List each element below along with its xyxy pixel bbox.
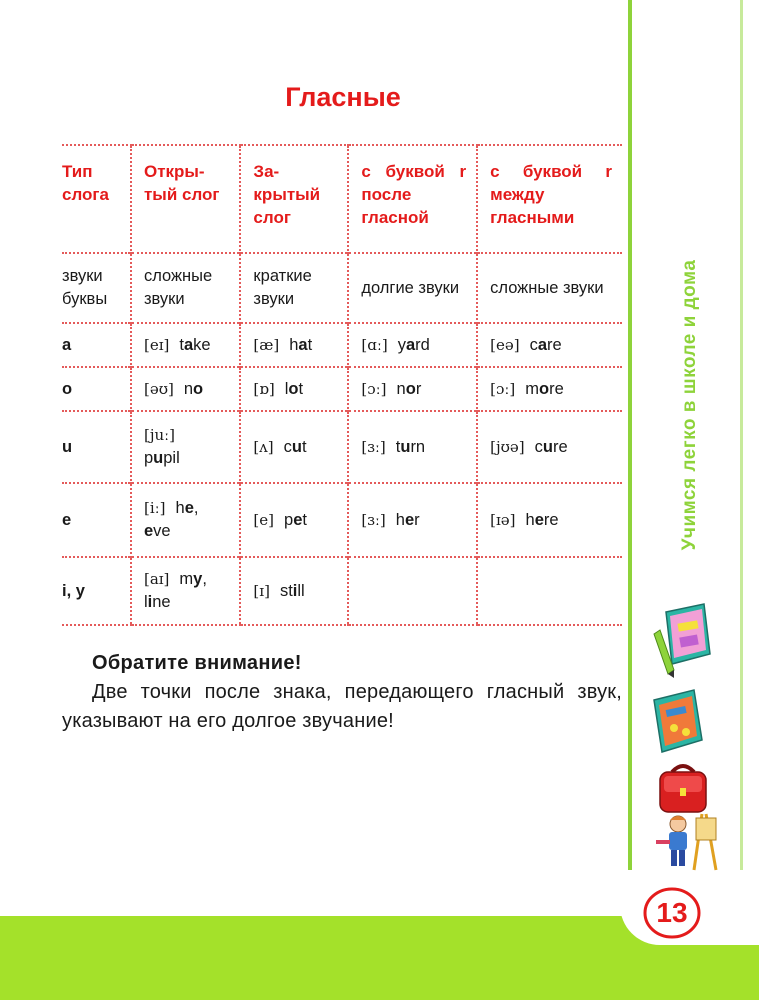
ipa-transcription: [iː] — [143, 499, 166, 517]
word-part: p — [284, 510, 294, 529]
table-header: с буквой r после гласной — [348, 145, 477, 253]
note-text: Две точки после знака, передающего гласный звук, указывают на его долгое звучание! — [62, 681, 622, 732]
side-title: Учимся легко в школе и дома — [679, 259, 700, 551]
word-letter: i — [292, 581, 298, 600]
table-cell — [477, 411, 622, 483]
table-cell — [348, 367, 477, 411]
word-part: st — [279, 581, 293, 600]
word-letter: y — [193, 570, 203, 588]
table-cell — [131, 483, 240, 557]
word-letter: a — [405, 335, 416, 354]
vowels-table — [62, 144, 622, 626]
word-part: t — [395, 437, 401, 456]
table-row — [62, 483, 622, 557]
table-cell: краткие звуки — [240, 253, 348, 323]
word-letter: o — [193, 379, 204, 398]
table-cell — [477, 557, 622, 625]
word-part: rd — [415, 335, 430, 354]
table-cell — [240, 557, 348, 625]
word-part: t — [179, 335, 184, 354]
ipa-transcription: [eɪ] — [143, 335, 170, 354]
word-letter: u — [291, 437, 302, 456]
word-part: c — [534, 437, 543, 456]
ipa-transcription: [æ] — [253, 335, 280, 354]
table-header: Тип слога — [62, 145, 131, 253]
ipa-transcription: [aɪ] — [143, 570, 170, 588]
ipa-transcription: [əʊ] — [143, 379, 174, 398]
ipa-transcription: [jʊə] — [490, 437, 525, 456]
table-cell: звуки буквы — [62, 253, 131, 323]
table-cell-letter: i, y — [62, 557, 131, 625]
boy-at-easel-icon — [654, 808, 722, 874]
word-part: t — [307, 335, 313, 354]
word-part: ne — [152, 593, 171, 611]
word-letter: e — [143, 522, 154, 540]
word-part: h — [395, 510, 405, 529]
word-part: re — [543, 510, 559, 529]
table-header-row — [62, 145, 622, 253]
fairy-tale-book-icon — [650, 688, 706, 754]
word-part: r — [415, 379, 422, 398]
page-number: 13 — [641, 884, 703, 942]
table-cell — [131, 411, 240, 483]
table-cell — [240, 411, 348, 483]
table-cell — [477, 323, 622, 367]
ipa-transcription: [ɒ] — [253, 379, 275, 398]
table-cell: сложные звуки — [131, 253, 240, 323]
ipa-transcription: [juː] — [143, 426, 176, 444]
table-cell — [240, 323, 348, 367]
word-letter: i — [147, 593, 153, 611]
table-cell — [348, 483, 477, 557]
word-part: n — [183, 379, 194, 398]
word-part: l — [143, 593, 148, 611]
word-part: r — [414, 510, 420, 529]
side-border — [628, 0, 632, 930]
table-cell — [131, 367, 240, 411]
table-cell — [477, 483, 622, 557]
table-subheader-row — [62, 253, 622, 323]
word-letter: a — [537, 335, 548, 354]
table-cell-letter: o — [62, 367, 131, 411]
word-part: ke — [193, 335, 211, 354]
table-cell — [240, 483, 348, 557]
ipa-transcription: [e] — [253, 510, 275, 529]
word-letter: o — [288, 379, 299, 398]
table-row — [62, 411, 622, 483]
word-part: n — [396, 379, 406, 398]
table-cell-letter: e — [62, 483, 131, 557]
side-line — [740, 0, 743, 930]
word-part: re — [547, 335, 562, 354]
word-part: h — [175, 499, 185, 517]
ipa-transcription: [ɪ] — [253, 581, 270, 600]
word-part: h — [289, 335, 299, 354]
word-part: c — [529, 335, 538, 354]
table-cell — [477, 367, 622, 411]
table-cell — [348, 411, 477, 483]
word-part: , — [193, 499, 199, 517]
page-title: Гласные — [285, 82, 401, 112]
word-part: l — [284, 379, 289, 398]
ipa-transcription: [ɜː] — [361, 510, 386, 529]
word-part: ll — [297, 581, 305, 600]
word-part: h — [525, 510, 535, 529]
word-letter: u — [153, 449, 164, 467]
table-cell-letter: a — [62, 323, 131, 367]
word-part: rn — [410, 437, 426, 456]
ipa-transcription: [ɔː] — [490, 379, 516, 398]
word-part: c — [283, 437, 292, 456]
word-letter: e — [404, 510, 415, 529]
word-part: ve — [153, 522, 171, 540]
word-letter: u — [542, 437, 554, 456]
word-letter: e — [184, 499, 194, 517]
word-part: , — [202, 570, 207, 588]
table-header: с буквой r между гласными — [477, 145, 622, 253]
word-letter: o — [405, 379, 416, 398]
word-part: re — [553, 437, 568, 456]
word-letter: a — [183, 335, 194, 354]
ipa-transcription: [eə] — [490, 335, 520, 354]
table-row — [62, 367, 622, 411]
table-header: Откры-тый слог — [131, 145, 240, 253]
ipa-transcription: [ɪə] — [490, 510, 516, 529]
table-cell — [348, 323, 477, 367]
ipa-transcription: [ʌ] — [253, 437, 274, 456]
word-letter: e — [293, 510, 303, 529]
word-part: m — [525, 379, 540, 398]
table-row — [62, 323, 622, 367]
note-heading: Обратите внимание! — [92, 652, 302, 674]
ipa-transcription: [ɜː] — [361, 437, 386, 456]
word-part: p — [143, 449, 154, 467]
table-cell-letter: u — [62, 411, 131, 483]
ipa-transcription: [ɔː] — [361, 379, 387, 398]
word-part: t — [302, 510, 307, 529]
pencil-icon — [650, 628, 678, 678]
word-letter: u — [400, 437, 411, 456]
table-cell — [240, 367, 348, 411]
word-part: pil — [163, 449, 180, 467]
table-cell — [131, 323, 240, 367]
table-cell: долгие звуки — [348, 253, 477, 323]
table-header: За-крытый слог — [240, 145, 348, 253]
word-part: t — [301, 437, 307, 456]
word-part: y — [397, 335, 406, 354]
word-part: t — [298, 379, 304, 398]
word-letter: o — [539, 379, 550, 398]
table-row — [62, 557, 622, 625]
word-part: m — [179, 570, 194, 588]
word-letter: e — [534, 510, 544, 529]
table-cell: сложные звуки — [477, 253, 622, 323]
ipa-transcription: [ɑː] — [361, 335, 388, 354]
table-cell — [131, 557, 240, 625]
table-cell — [348, 557, 477, 625]
word-letter: a — [298, 335, 308, 354]
word-part: re — [549, 379, 564, 398]
